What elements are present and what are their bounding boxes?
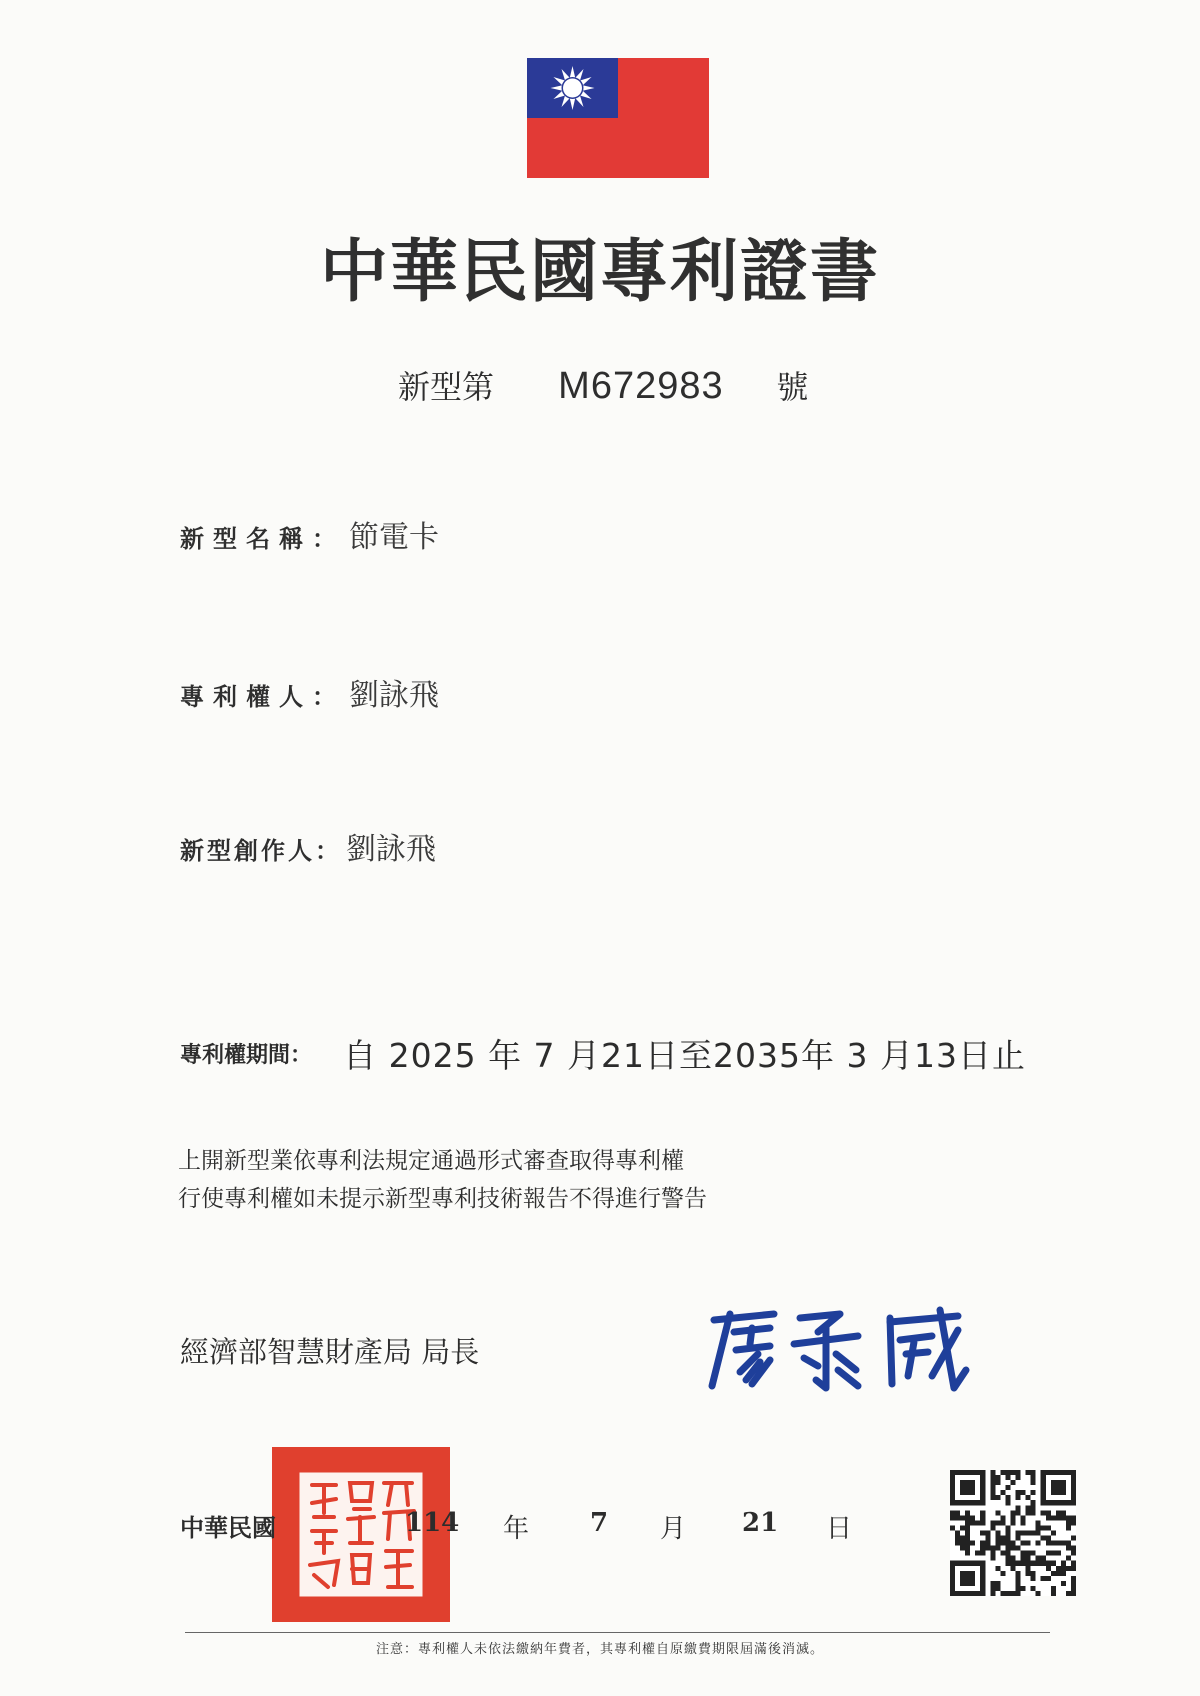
issue-date-month-unit: 月 (660, 1514, 687, 1544)
field-utility-model-name (180, 512, 439, 556)
certificate-title: 中華民國專利證書 (319, 232, 880, 312)
issuing-authority: 經濟部智慧財產局 局長 (180, 1335, 480, 1369)
director-signature (700, 1300, 970, 1396)
cert-number-prefix: 新型第 (398, 368, 495, 406)
field-patentee (180, 670, 439, 714)
issue-date-era: 中華民國 (180, 1514, 276, 1542)
issue-date-day-unit: 日 (826, 1514, 853, 1544)
issue-date-year-unit: 年 (503, 1514, 530, 1544)
roc-flag-icon (527, 58, 709, 178)
cert-number-value: M672983 (558, 365, 724, 407)
field-label: 專利權人： (180, 683, 345, 711)
patent-term-label: 專利權期間： (180, 1043, 313, 1068)
certificate-number (398, 362, 808, 408)
issue-date-year: 114 (405, 1508, 460, 1538)
field-value: 節電卡 (349, 520, 439, 555)
field-label: 新型名稱： (180, 525, 345, 553)
field-value: 劉詠飛 (346, 832, 436, 867)
footer-divider (185, 1632, 1050, 1633)
field-creator (180, 824, 436, 868)
cert-number-suffix: 號 (776, 368, 809, 406)
issue-date-month: 7 (590, 1508, 609, 1538)
patent-term (180, 1030, 1026, 1077)
certificate-notes (178, 1142, 707, 1218)
field-label: 新型創作人： (180, 837, 342, 865)
field-value: 劉詠飛 (349, 678, 439, 713)
qr-code-icon (950, 1470, 1076, 1596)
note-line: 行使專利權如未提示新型專利技術報告不得進行警告 (178, 1186, 707, 1212)
issue-date-day: 21 (742, 1508, 779, 1538)
footnote: 注意：專利權人未依法繳納年費者，其專利權自原繳費期限屆滿後消滅。 (375, 1642, 824, 1657)
patent-term-value: 自 2025 年 7 月21日至2035年 3 月13日止 (343, 1036, 1026, 1075)
note-line: 上開新型業依專利法規定通過形式審查取得專利權 (178, 1148, 684, 1174)
